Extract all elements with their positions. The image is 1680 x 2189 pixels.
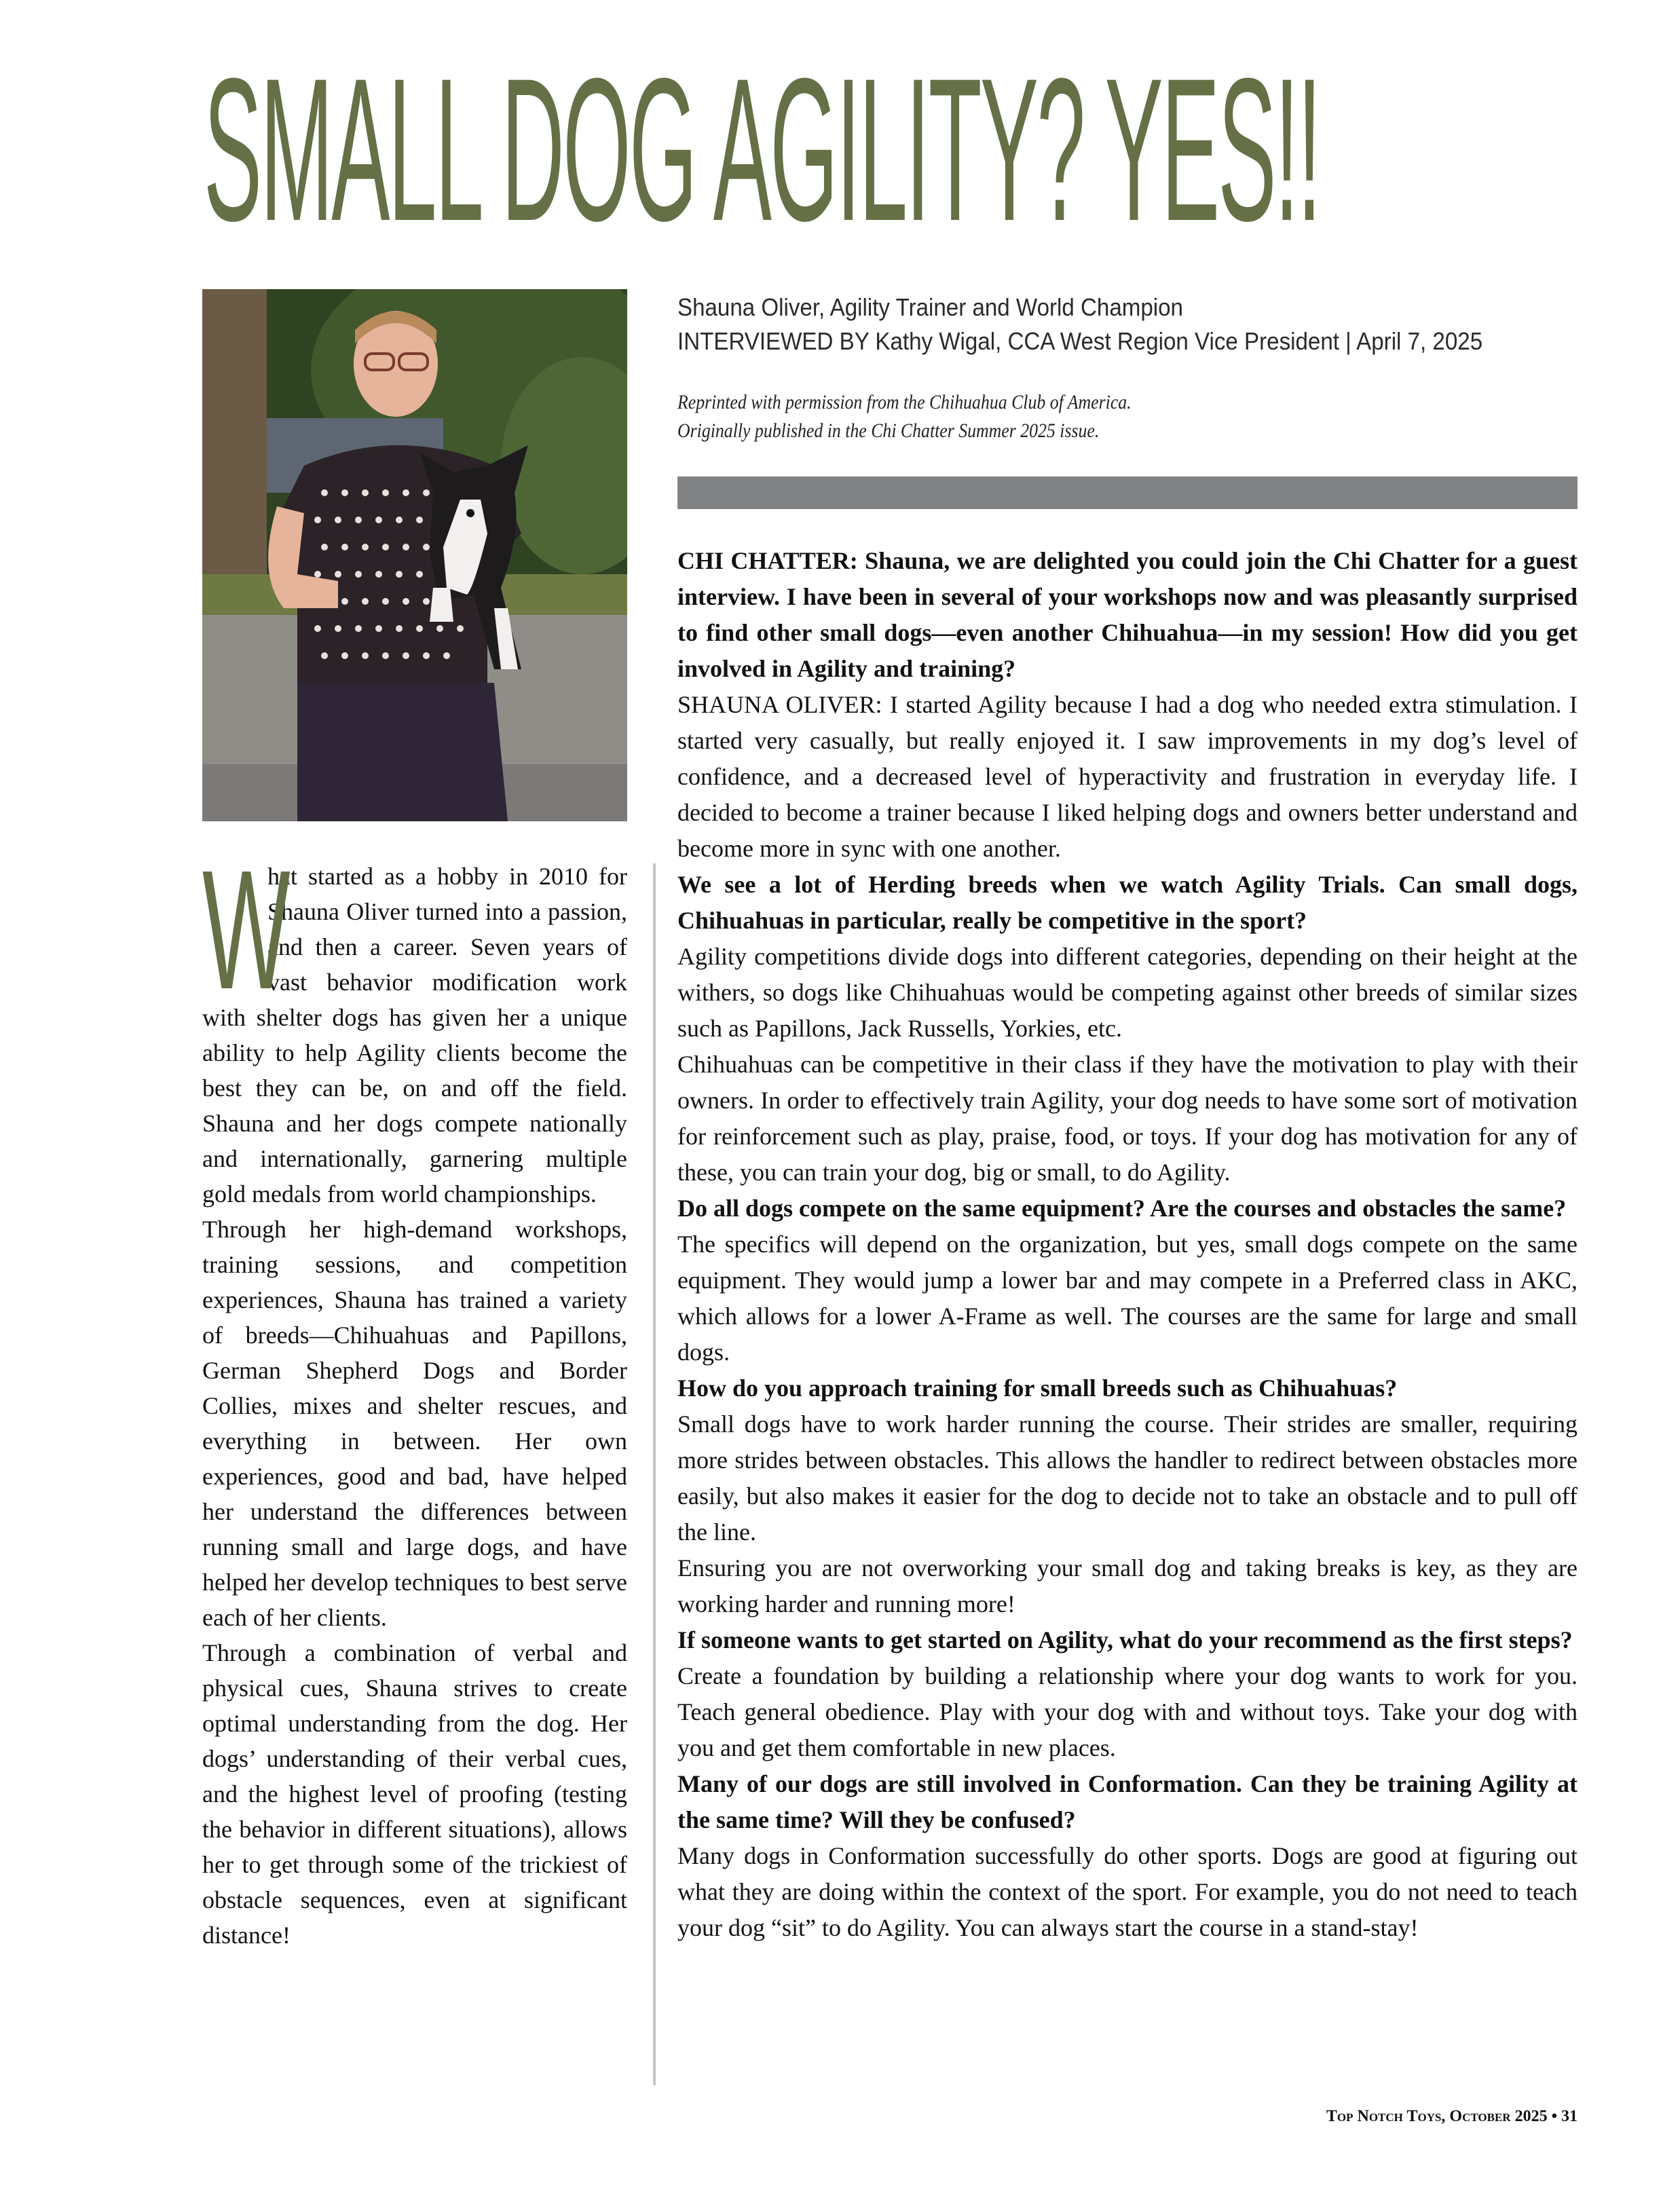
- interview-answer: The specifics will depend on the organization, but yes, small dogs compete on the same equipment. They would jump a lower bar and may compete in a Preferred class in AKC, which allows for a lower A-Frame as well. The courses are the same for large and small dogs.: [677, 1231, 1578, 1366]
- interview-answer: Chihuahuas can be competitive in their class if they have the motivation to play with their owners. In order to effectively train Agility, your dog needs to have some sort of motivation for reinforcement such as play, praise, food, or toys. If your dog has motivation for any of these, you can train your dog, big or small, to do Agility.: [677, 1051, 1578, 1186]
- interview-answer: Many dogs in Conformation successfully do other sports. Dogs are good at figuring out what they are doing within the context of the sport. For example, you do not need to teach your dog “sit” to do Agility. You can always start the course in a stand-stay!: [677, 1842, 1578, 1941]
- drop-cap: W: [202, 835, 291, 1024]
- interview-question: We see a lot of Herding breeds when we watch Agility Trials. Can small dogs, Chihuahuas in particular, really be competitive in the sport?: [677, 871, 1578, 934]
- byline-subject: Shauna Oliver, Agility Trainer and World Champion: [677, 293, 1183, 321]
- reprint-note: [677, 388, 1132, 445]
- column-divider: [653, 863, 656, 2085]
- interview-question: CHI CHATTER: Shauna, we are delighted you could join the Chi Chatter for a guest interview. I have been in several of your workshops now and was pleasantly surprised to find other small dogs—even another Chihuahua—in my session! How did you get involved in Agility and training?: [677, 547, 1578, 682]
- interview-answer: Agility competitions divide dogs into different categories, depending on their height at the withers, so dogs like Chihuahuas would be competing against other breeds of similar sizes such as Papillons, Jack Russells, Yorkies, etc.: [677, 943, 1578, 1042]
- reprint-line-1: Reprinted with permission from the Chihuahua Club of America.: [677, 391, 1132, 413]
- interview-question: Many of our dogs are still involved in Conformation. Can they be training Agility at the same time? Will they be confused?: [677, 1770, 1578, 1833]
- intro-paragraph-2: Through her high-demand workshops, training sessions, and competition experiences, Shauna has trained a variety of breeds—Chihuahuas and Papillons, German Shepherd Dogs and Border Collies, mixes and shelter rescues, and everything in between. Her own experiences, good and bad, have helped her understand the differences between running small and large dogs, and have helped her develop techniques to best serve each of her clients.: [202, 1216, 627, 1631]
- intro-column: [202, 835, 627, 1953]
- intro-paragraph-3: Through a combination of verbal and physical cues, Shauna strives to create optimal understanding from the dog. Her dogs’ understanding of their verbal cues, and the highest level of proofing (testing the behavior in different situations), allows her to get through some of the trickiest of obstacle sequences, even at significant distance!: [202, 1639, 627, 1949]
- page-footer: Top Notch Toys, October 2025 • 31: [1326, 2108, 1578, 2125]
- reprint-line-2: Originally published in the Chi Chatter Summer 2025 issue.: [677, 419, 1100, 442]
- interview-answer: SHAUNA OLIVER: I started Agility because I had a dog who needed extra stimulation. I started very casually, but really enjoyed it. I saw improvements in my dog’s level of confidence, and a decreased level of hyperactivity and frustration in everyday life. I decided to become a trainer because I liked helping dogs and owners better understand and become more in sync with one another.: [677, 691, 1578, 862]
- interview-answer: Small dogs have to work harder running the course. Their strides are smaller, requiring more strides between obstacles. This allows the handler to redirect between obstacles more easily, but also makes it easier for the dog to decide not to take an obstacle and to pull off the line.: [677, 1410, 1578, 1546]
- interview-answer: Create a foundation by building a relationship where your dog wants to work for you. Teach general obedience. Play with your dog with and without toys. Take your dog with you and get them comfortable in new places.: [677, 1662, 1578, 1761]
- article-headline: SMALL DOG AGILITY? YES!!: [204, 35, 1320, 263]
- interview-question: Do all dogs compete on the same equipment? Are the courses and obstacles the same?: [677, 1195, 1567, 1222]
- intro-paragraph-1: W hat started as a hobby in 2010 for Shauna Oliver turned into a passion, and then a career. Seven years of vast behavior modification work with shelter dogs has given her a unique ability to help Agility clients become the best they can be, on and off the field. Shauna and her dogs compete nationally and internationally, garnering multiple gold medals from world championships.: [202, 835, 627, 1208]
- photo-illustration: [202, 289, 627, 821]
- interview-answer: Ensuring you are not overworking your small dog and taking breaks is key, as they are working harder and running more!: [677, 1554, 1578, 1617]
- interview-question: How do you approach training for small breeds such as Chihuahuas?: [677, 1374, 1398, 1402]
- byline: [677, 291, 1587, 358]
- trainer-photo: [202, 289, 627, 821]
- interview-column: [677, 543, 1578, 1946]
- byline-interviewer: INTERVIEWED BY Kathy Wigal, CCA West Region Vice President | April 7, 2025: [677, 327, 1483, 355]
- section-divider-bar: [677, 476, 1578, 509]
- interview-question: If someone wants to get started on Agility, what do your recommend as the first steps?: [677, 1626, 1573, 1653]
